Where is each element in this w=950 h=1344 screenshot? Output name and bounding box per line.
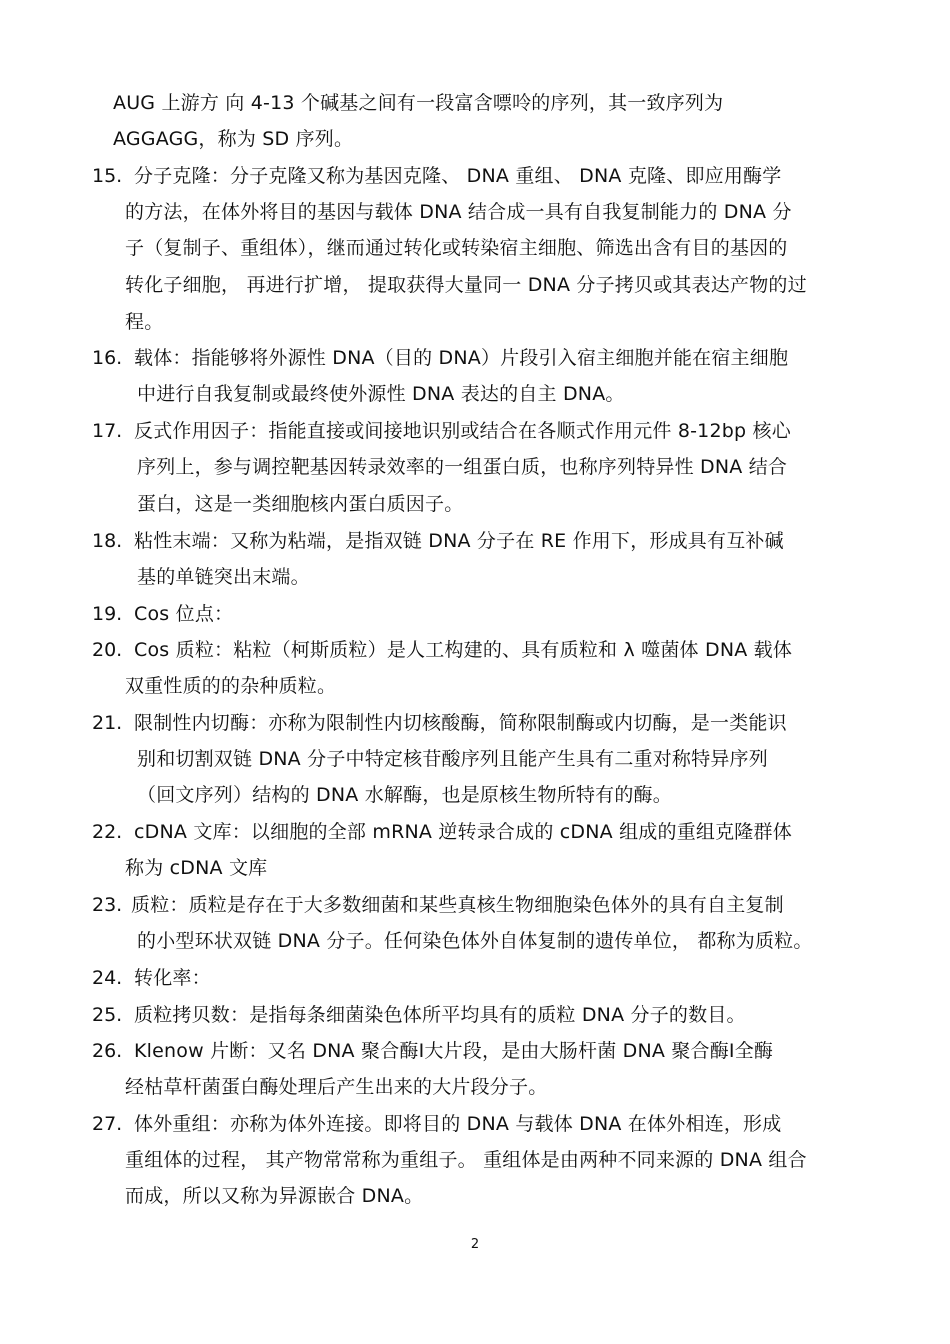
entry-number: 25. [92,1004,123,1026]
entry-line: Cos 位点： [134,603,234,625]
entry-line: 双重性质的的杂种质粒。 [125,675,337,697]
entry-line: 粘性末端：又称为粘端，是指双链 DNA 分子在 RE 作用下，形成具有互补碱 [134,530,784,552]
entry-line: 程。 [125,311,164,333]
entry-line: cDNA 文库：以细胞的全部 mRNA 逆转录合成的 cDNA 组成的重组克隆群体 [134,821,792,843]
entry-number: 20. [92,639,123,661]
entry-number: 17. [92,420,123,442]
entry-number: 19. [92,603,123,625]
entry-number: 26. [92,1040,123,1062]
entry-line: 反式作用因子：指能直接或间接地识别或结合在各顺式作用元件 8-12bp 核心 [134,420,791,442]
entry-line: 序列上，参与调控靶基因转录效率的一组蛋白质，也称序列特异性 DNA 结合 [137,456,788,478]
entry-number: 24. [92,967,123,989]
entry-line: Cos 质粒：粘粒（柯斯质粒）是人工构建的、具有质粒和 λ 噬菌体 DNA 载体 [134,639,793,661]
intro-line: AUG 上游方 向 4-13 个碱基之间有一段富含嘌呤的序列，其一致序列为 [113,92,724,114]
entry-line: 而成，所以又称为异源嵌合 DNA。 [125,1185,424,1207]
entry-number: 22. [92,821,123,843]
entry-line: 载体：指能够将外源性 DNA（目的 DNA）片段引入宿主细胞并能在宿主细胞 [134,347,789,369]
entry-line: 限制性内切酶：亦称为限制性内切核酸酶，简称限制酶或内切酶，是一类能识 [134,712,787,734]
entry-line: 转化子细胞， 再进行扩增， 提取获得大量同一 DNA 分子拷贝或其表达产物的过 [125,274,807,296]
entry-line: 的方法，在体外将目的基因与载体 DNA 结合成一具有自我复制能力的 DNA 分 [125,201,792,223]
entry-line: 的小型环状双链 DNA 分子。任何染色体外自体复制的遗传单位， 都称为质粒。 [137,930,813,952]
entry-line: 别和切割双链 DNA 分子中特定核苷酸序列且能产生具有二重对称特异序列 [137,748,768,770]
entry-number: 18. [92,530,123,552]
entry-line: 蛋白，这是一类细胞核内蛋白质因子。 [137,493,464,515]
entry-line: 经枯草杆菌蛋白酶处理后产生出来的大片段分子。 [125,1076,548,1098]
entry-line: 中进行自我复制或最终使外源性 DNA 表达的自主 DNA。 [137,383,625,405]
entry-line: 重组体的过程， 其产物常常称为重组子。 重组体是由两种不同来源的 DNA 组合 [125,1149,807,1171]
entry-line: 子（复制子、重组体），继而通过转化或转染宿主细胞、筛选出含有目的基因的 [125,237,788,259]
entry-number: 15. [92,165,123,187]
entry-line: 称为 cDNA 文库 [125,857,268,879]
entry-number: 23. [92,894,123,916]
entry-line: 质粒拷贝数：是指每条细菌染色体所平均具有的质粒 DNA 分子的数目。 [134,1004,746,1026]
entry-line: 分子克隆：分子克隆又称为基因克隆、 DNA 重组、 DNA 克隆、即应用酶学 [134,165,782,187]
entry-number: 27. [92,1113,123,1135]
entry-line: 基的单链突出末端。 [137,566,310,588]
entry-line: 转化率： [134,967,211,989]
entry-line: 质粒：质粒是存在于大多数细菌和某些真核生物细胞染色体外的具有自主复制 [131,894,784,916]
entry-number: 16. [92,347,123,369]
entry-line: （回文序列）结构的 DNA 水解酶，也是原核生物所特有的酶。 [137,784,672,806]
entry-line: 体外重组：亦称为体外连接。即将目的 DNA 与载体 DNA 在体外相连，形成 [134,1113,782,1135]
entry-number: 21. [92,712,123,734]
page-number: 2 [470,1237,480,1252]
intro-line: AGGAGG，称为 SD 序列。 [113,128,354,150]
entry-line: Klenow 片断：又名 DNA 聚合酶Ⅰ大片段，是由大肠杆菌 DNA 聚合酶Ⅰ全酶 [134,1040,774,1062]
